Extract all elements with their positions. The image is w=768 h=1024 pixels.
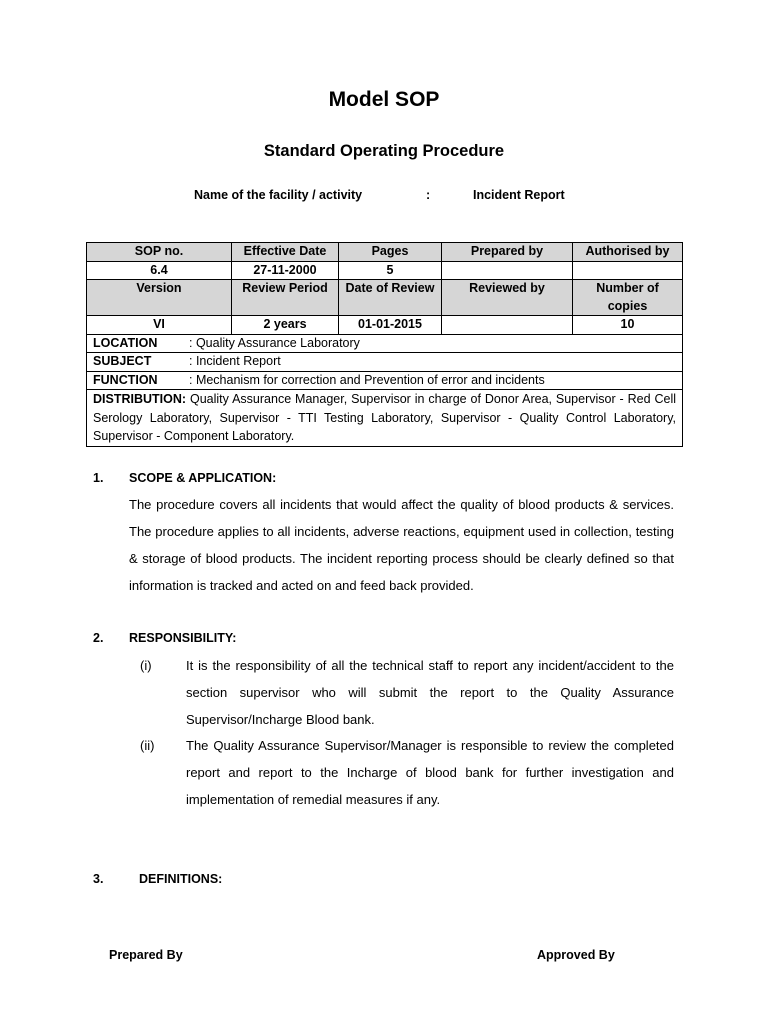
subject-row	[87, 353, 683, 372]
effective-date-value: 27-11-2000	[232, 261, 339, 280]
section-2-number: 2.	[93, 631, 104, 645]
section-1-title: SCOPE & APPLICATION:	[129, 471, 277, 485]
prepared-by-label: Prepared By	[109, 948, 183, 962]
section-1-paragraph: The procedure covers all incidents that would affect the quality of blood products & services. The procedure applies to all incidents, adverse reactions, equipment used in collection, testing & storage of blood products. The incident reporting process should be clearly defined so that information is tracked and acted on and feed back provided.	[129, 497, 674, 593]
approved-by-label: Approved By	[537, 948, 615, 962]
subject-value: : Incident Report	[189, 354, 281, 368]
distribution-row	[87, 390, 683, 447]
distribution-value: Quality Assurance Manager, Supervisor in charge of Donor Area, Supervisor - Red Cell Serology Laboratory, Supervisor - TTI Testing Laboratory, Supervisor - Quality Control Laboratory, Supervisor - Component Laboratory.	[93, 392, 676, 443]
responsibility-item-2-number: (ii)	[140, 738, 155, 753]
table-header-row	[87, 280, 683, 316]
date-of-review-value: 01-01-2015	[339, 316, 442, 335]
header-sop-no: SOP no.	[87, 243, 232, 262]
prepared-by-value	[442, 261, 573, 280]
location-cell	[87, 334, 683, 353]
authorised-by-value	[573, 261, 683, 280]
header-reviewed-by: Reviewed by	[442, 280, 573, 316]
function-cell	[87, 371, 683, 390]
section-2-title: RESPONSIBILITY:	[129, 631, 237, 645]
number-of-copies-value: 10	[573, 316, 683, 335]
header-authorised-by: Authorised by	[573, 243, 683, 262]
distribution-cell	[87, 390, 683, 447]
document-title: Model SOP	[328, 88, 440, 111]
function-label: FUNCTION	[93, 372, 158, 387]
subject-cell	[87, 353, 683, 372]
section-3-number: 3.	[93, 872, 104, 886]
header-prepared-by: Prepared by	[442, 243, 573, 262]
review-period-value: 2 years	[232, 316, 339, 335]
table-header-row	[87, 243, 683, 262]
header-review-period: Review Period	[232, 280, 339, 316]
version-value: VI	[87, 316, 232, 335]
facility-label: Name of the facility / activity	[194, 188, 363, 202]
section-3-title: DEFINITIONS:	[139, 872, 223, 886]
sop-no-value: 6.4	[87, 261, 232, 280]
responsibility-item-1-number: (i)	[140, 658, 152, 673]
responsibility-item-1-text: It is the responsibility of all the technical staff to report any incident/accident to the section supervisor who will submit the report to the Quality Assurance Supervisor/Incharge Blood bank.	[186, 658, 674, 727]
location-row	[87, 334, 683, 353]
facility-value: Incident Report	[473, 188, 565, 202]
function-value: : Mechanism for correction and Prevention of error and incidents	[189, 372, 545, 387]
location-label: LOCATION	[93, 335, 158, 350]
distribution-label: DISTRIBUTION:	[93, 392, 187, 406]
facility-colon: :	[426, 188, 431, 202]
pages-value: 5	[339, 261, 442, 280]
header-number-of-copies: Number of copies	[573, 280, 683, 316]
reviewed-by-value	[442, 316, 573, 335]
function-row	[87, 371, 683, 390]
header-effective-date: Effective Date	[232, 243, 339, 262]
header-pages: Pages	[339, 243, 442, 262]
sop-info-table	[86, 242, 683, 447]
subject-label: SUBJECT	[93, 354, 152, 368]
location-value: : Quality Assurance Laboratory	[189, 335, 360, 350]
table-row	[87, 261, 683, 280]
header-version: Version	[87, 280, 232, 316]
responsibility-item-2-text: The Quality Assurance Supervisor/Manager is responsible to review the completed report and report to the Incharge of blood bank for further investigation and implementation of remedial measures if any.	[186, 738, 674, 807]
table-row	[87, 316, 683, 335]
section-1-number: 1.	[93, 471, 104, 485]
document-subtitle: Standard Operating Procedure	[263, 142, 505, 160]
header-date-of-review: Date of Review	[339, 280, 442, 316]
